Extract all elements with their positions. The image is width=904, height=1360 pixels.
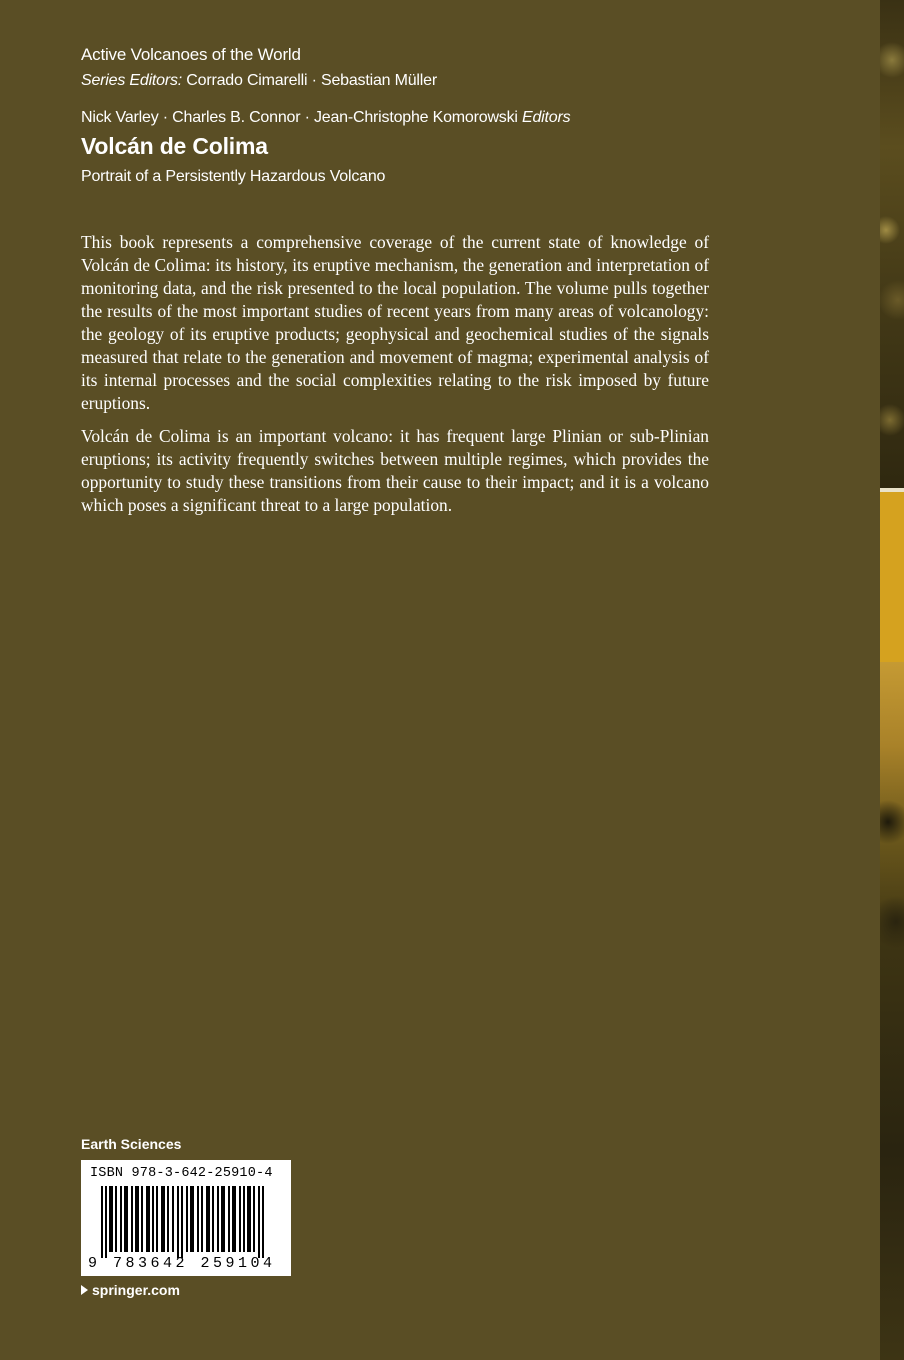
blurb-paragraph-1: This book represents a comprehensive coverage of the current state of knowledge of Volcán de Colima: its history, its eruptive mechanism, the generation and interpretation of monitoring data, and the risk presented to the local population. The volume pulls together the results of the most important studies of recent years from many areas of volcanology: the geology of its eruptive products; geophysical and geochemical studies of the signals measured that relate to the generation and movement of magma; experimental analysis of its internal processes and the social complexities relating to the risk imposed by future eruptions. <box>81 232 709 413</box>
isbn-text: ISBN 978-3-642-25910-4 <box>90 1166 273 1181</box>
barcode-digits: 9 783642 259104 <box>88 1255 276 1272</box>
spine-photo-top <box>880 0 904 490</box>
isbn-barcode <box>81 1160 291 1276</box>
spine-photo-bottom <box>880 662 904 1360</box>
blurb <box>81 231 709 527</box>
blurb-paragraph-2: Volcán de Colima is an important volcano: it has frequent large Plinian or sub-Plinian eruptions; its activity frequently switches between multiple regimes, which provides the opportunity to study these transitions from their cause to their impact; and it is a volcano which poses a significant threat to a large population. <box>81 426 709 515</box>
triangle-arrow-icon <box>81 1285 88 1295</box>
barcode-bars <box>101 1186 271 1258</box>
spine-color-band <box>880 492 904 662</box>
subject-label: Earth Sciences <box>81 1136 182 1152</box>
publisher-link[interactable] <box>81 1281 180 1299</box>
spine-edge <box>880 0 904 1360</box>
book-editors-names: Nick Varley · Charles B. Connor · Jean-Christophe Komorowski <box>81 109 518 126</box>
series-title: Active Volcanoes of the World <box>81 45 301 64</box>
series-editors-names: Corrado Cimarelli · Sebastian Müller <box>186 72 437 89</box>
publisher-link-label: springer.com <box>92 1282 180 1298</box>
series-editors <box>81 70 437 92</box>
book-editors <box>81 107 570 129</box>
series-editors-label: Series Editors: <box>81 72 183 89</box>
book-editors-role: Editors <box>522 109 571 126</box>
book-subtitle: Portrait of a Persistently Hazardous Volcano <box>81 168 386 185</box>
book-title: Volcán de Colima <box>81 133 268 159</box>
series-block <box>81 44 437 92</box>
